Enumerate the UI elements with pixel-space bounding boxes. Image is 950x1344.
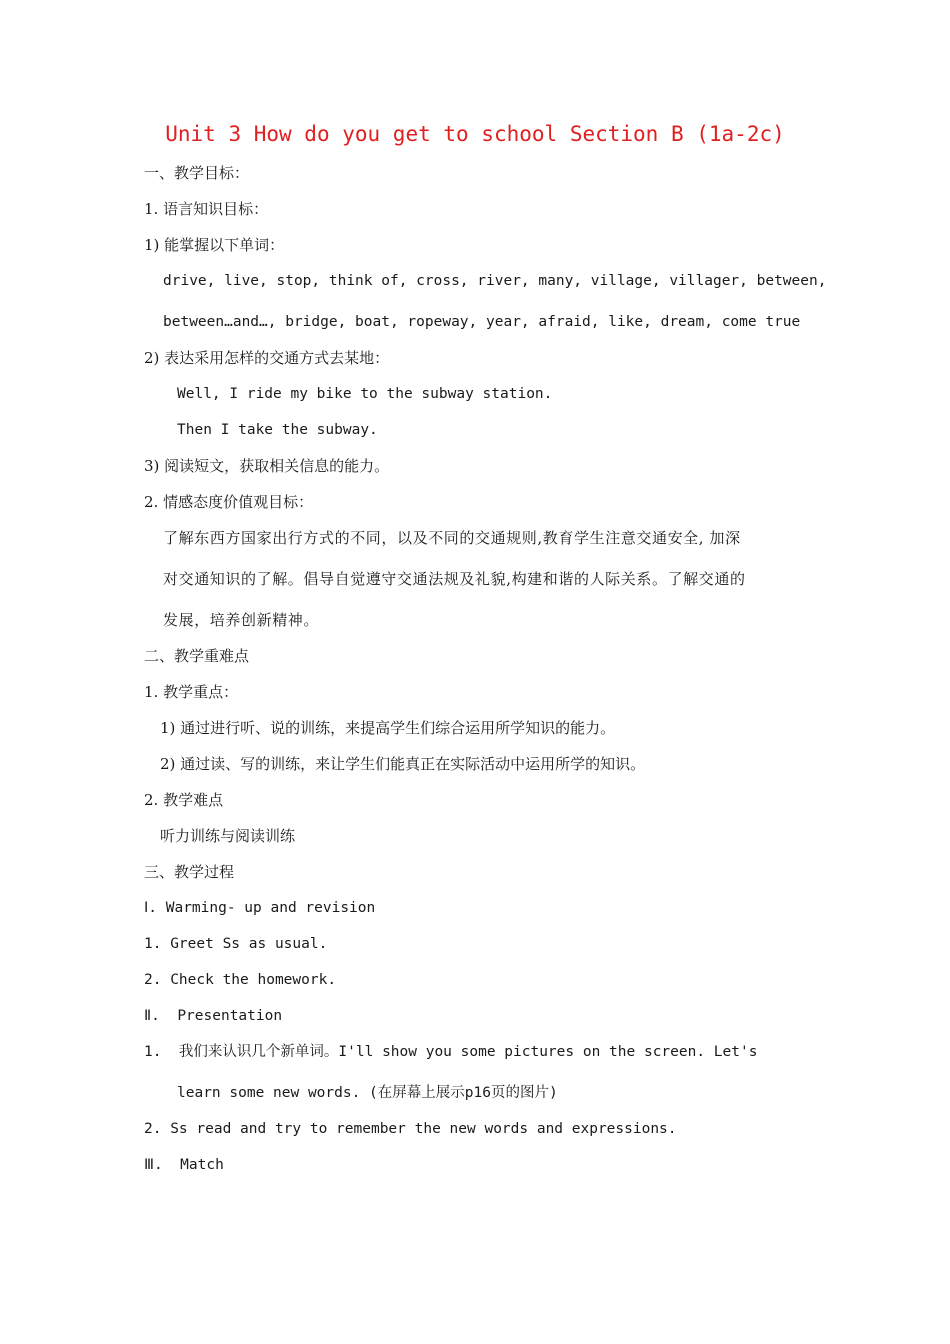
step-heading: Ⅱ. Presentation bbox=[144, 1008, 283, 1024]
paragraph-line: 发展，培养创新精神。 bbox=[163, 611, 320, 629]
step-item: 2. Ss read and try to remember the new words and expressions. bbox=[144, 1121, 677, 1137]
section-heading: 三、教学过程 bbox=[144, 863, 235, 881]
list-item: 2) 表达采用怎样的交通方式去某地： bbox=[144, 349, 390, 367]
list-item: 1) 通过进行听、说的训练，来提高学生们综合运用所学知识的能力。 bbox=[160, 719, 616, 737]
step-item-continuation: learn some new words. (在屏幕上展示p16页的图片) bbox=[177, 1085, 558, 1101]
step-heading: Ⅰ. Warming- up and revision bbox=[144, 900, 376, 916]
paragraph-line: 听力训练与阅读训练 bbox=[160, 827, 296, 845]
step-item: 1. 我们来认识几个新单词。I'll show you some pictures on the screen. Let's bbox=[144, 1044, 758, 1060]
subsection-heading: 1. 语言知识目标： bbox=[144, 200, 269, 218]
subsection-heading: 2. 教学难点 bbox=[144, 791, 224, 809]
vocabulary-line: between…and…, bridge, boat, ropeway, year, afraid, like, dream, come true bbox=[163, 314, 801, 330]
paragraph-line: 了解东西方国家出行方式的不同，以及不同的交通规则,教育学生注意交通安全, 加深 bbox=[163, 529, 741, 547]
step-heading: Ⅲ. Match bbox=[144, 1157, 224, 1173]
example-sentence: Well, I ride my bike to the subway station. bbox=[177, 386, 553, 402]
section-heading: 二、教学重难点 bbox=[144, 647, 250, 665]
example-sentence: Then I take the subway. bbox=[177, 422, 378, 438]
list-item: 2) 通过读、写的训练，来让学生们能真正在实际活动中运用所学的知识。 bbox=[160, 755, 646, 773]
vocabulary-line: drive, live, stop, think of, cross, river, many, village, villager, between, bbox=[163, 273, 827, 289]
paragraph-line: 对交通知识的了解。倡导自觉遵守交通法规及礼貌,构建和谐的人际关系。了解交通的 bbox=[163, 570, 746, 588]
list-item: 1) 能掌握以下单词： bbox=[144, 236, 285, 254]
subsection-heading: 1. 教学重点： bbox=[144, 683, 239, 701]
section-heading: 一、教学目标： bbox=[144, 164, 250, 182]
step-item: 2. Check the homework. bbox=[144, 972, 337, 988]
list-item: 3) 阅读短文，获取相关信息的能力。 bbox=[144, 457, 390, 475]
subsection-heading: 2. 情感态度价值观目标： bbox=[144, 493, 314, 511]
document-title: Unit 3 How do you get to school Section B (1a-2c) bbox=[165, 122, 785, 146]
step-item: 1. Greet Ss as usual. bbox=[144, 936, 328, 952]
